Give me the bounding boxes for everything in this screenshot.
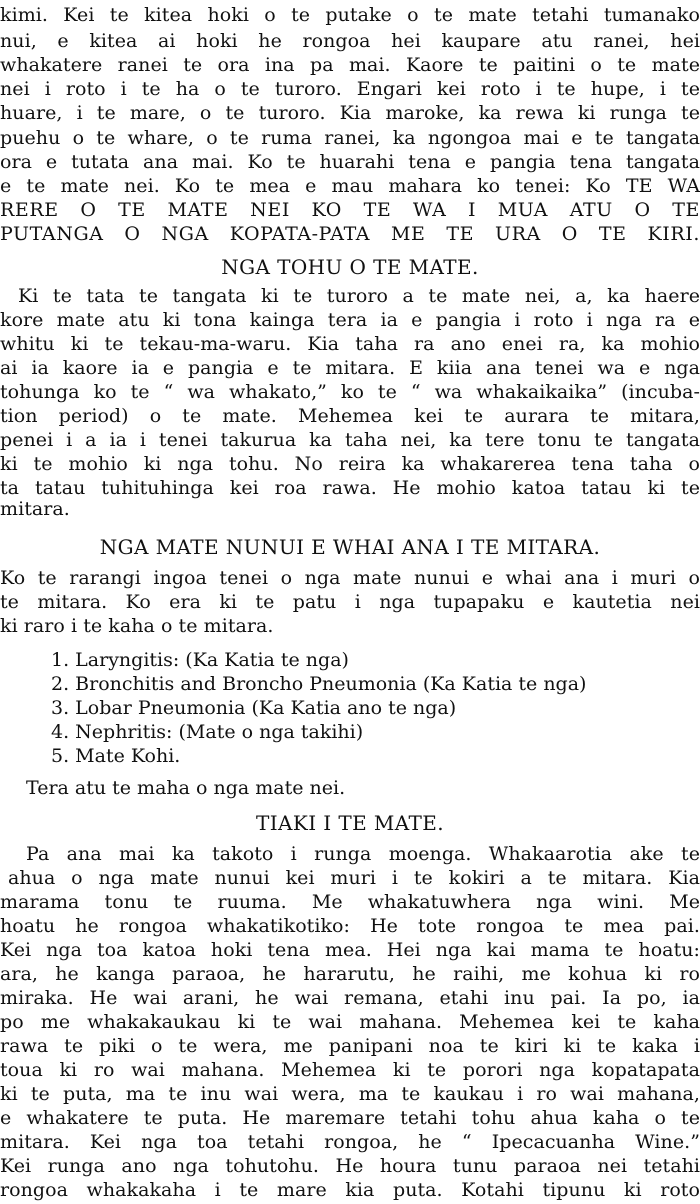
intro-line: puehu o te whare, o te ruma ranei, ka ngongoa mai e te tangata (0, 127, 700, 149)
paragraph-line: Ki te tata te tangata ki te turoro a te mate nei, a, ka haere (18, 285, 700, 307)
paragraph-line: Kei runga ano nga tohutohu. He houra tunu paraoa nei tetahi (0, 1155, 700, 1177)
list-item: 5. Mate Kohi. (51, 745, 181, 767)
paragraph-line: ta tatau tuhituhinga kei roa rawa. He mohio katoa tatau ki te (0, 477, 700, 499)
paragraph-line: toua ki ro wai mahana. Mehemea ki te porori nga kopatapata (0, 1059, 700, 1081)
paragraph-line: miraka. He wai arani, he wai remana, etahi inu pai. Ia po, ia (0, 987, 700, 1009)
paragraph-line: tohunga ko te “ wa whakato,” ko te “ wa whakaikaika” (incuba- (0, 381, 700, 403)
paragraph-line: ara, he kanga paraoa, he hararutu, he raihi, me kohua ki ro (0, 963, 700, 985)
paragraph-line: marama tonu te ruuma. Me whakatuwhera nga wini. Me (0, 891, 700, 913)
paragraph-line: e whakatere te puta. He maremare tetahi tohu ahua kaha o te (0, 1107, 700, 1129)
paragraph-line: mitara. Kei nga toa tetahi rongoa, he “ Ipecacuanha Wine.” (0, 1131, 700, 1153)
list-item: 3. Lobar Pneumonia (Ka Katia ano te nga) (51, 697, 457, 719)
paragraph-line: ki raro i te kaha o te mitara. (0, 615, 274, 637)
section-heading-tohu: NGA TOHU O TE MATE. (221, 255, 479, 279)
intro-line: whakatere ranei te ora ina pa mai. Kaore te paitini o te mate (0, 54, 700, 76)
paragraph-line: hoatu he rongoa whakatikotiko: He tote rongoa te mea pai. (0, 915, 700, 937)
intro-line: RERE O TE MATE NEI KO TE WA I MUA ATU O TE (0, 199, 700, 221)
paragraph-line: whitu ki te tekau-ma-waru. Kia taha ra ano enei ra, ka mohio (0, 333, 700, 355)
intro-line: huare, i te mare, o te turoro. Kia maroke, ka rewa ki runga te (0, 102, 700, 124)
paragraph-line: penei i a ia i tenei takurua ka taha nei, ka tere tonu te tangata (0, 429, 700, 451)
intro-line: kimi. Kei te kitea hoki o te putake o te mate tetahi tumanako (0, 4, 700, 26)
paragraph-line: ai ia kaore ia e pangia e te mitara. E kiia ana tenei wa e nga (0, 357, 700, 379)
paragraph-line: kore mate atu ki tona kainga tera ia e pangia i roto i nga ra e (0, 309, 700, 331)
intro-line: ora e tutata ana mai. Ko te huarahi tena e pangia tena tangata (0, 151, 700, 173)
paragraph-line: rawa te piki o te wera, me panipani noa te kiri ki te kaka i (0, 1035, 700, 1057)
intro-line: e te mate nei. Ko te mea e mau mahara ko tenei: Ko TE WA (0, 175, 700, 197)
section-heading-mate-nunui: NGA MATE NUNUI E WHAI ANA I TE MITARA. (99, 535, 601, 559)
list-item: 1. Laryngitis: (Ka Katia te nga) (51, 649, 349, 671)
paragraph-line: Ko te rarangi ingoa tenei o nga mate nunui e whai ana i muri o (0, 567, 700, 589)
paragraph-line: po me whakakaukau ki te wai mahana. Mehemea kei te kaha (0, 1011, 700, 1033)
paragraph-line: rongoa whakakaha i te mare kia puta. Kotahi tipunu ki roto (0, 1179, 700, 1201)
paragraph-line: te mitara. Ko era ki te patu i nga tupapaku e kautetia nei (0, 591, 700, 613)
paragraph-line: Tera atu te maha o nga mate nei. (26, 777, 346, 799)
paragraph-line: ki te puta, ma te inu wai wera, ma te kaukau i ro wai mahana, (0, 1083, 700, 1105)
paragraph-line: ki te mohio ki nga tohu. No reira ka whakarerea tena taha o (0, 453, 700, 475)
list-item: 2. Bronchitis and Broncho Pneumonia (Ka Katia te nga) (51, 673, 587, 695)
intro-line: nei i roto i te ha o te turoro. Engari kei roto i te hupe, i te (0, 78, 700, 100)
paragraph-line: ahua o nga mate nunui kei muri i te kokiri a te mitara. Kia (8, 867, 700, 889)
list-item: 4. Nephritis: (Mate o nga takihi) (51, 721, 364, 743)
intro-line: nui, e kitea ai hoki he rongoa hei kaupare atu ranei, hei (0, 30, 700, 52)
paragraph-line: tion period) o te mate. Mehemea kei te aurara te mitara, (0, 405, 700, 427)
paragraph-line: Kei nga toa katoa hoki tena mea. Hei nga kai mama te hoatu: (0, 939, 700, 961)
intro-line: PUTANGA O NGA KOPATA-PATA ME TE URA O TE KIRI. (0, 223, 700, 245)
paragraph-line: Pa ana mai ka takoto i runga moenga. Whakaarotia ake te (26, 843, 700, 865)
section-heading-tiaki: TIAKI I TE MATE. (256, 811, 444, 835)
paragraph-line: mitara. (0, 498, 70, 520)
